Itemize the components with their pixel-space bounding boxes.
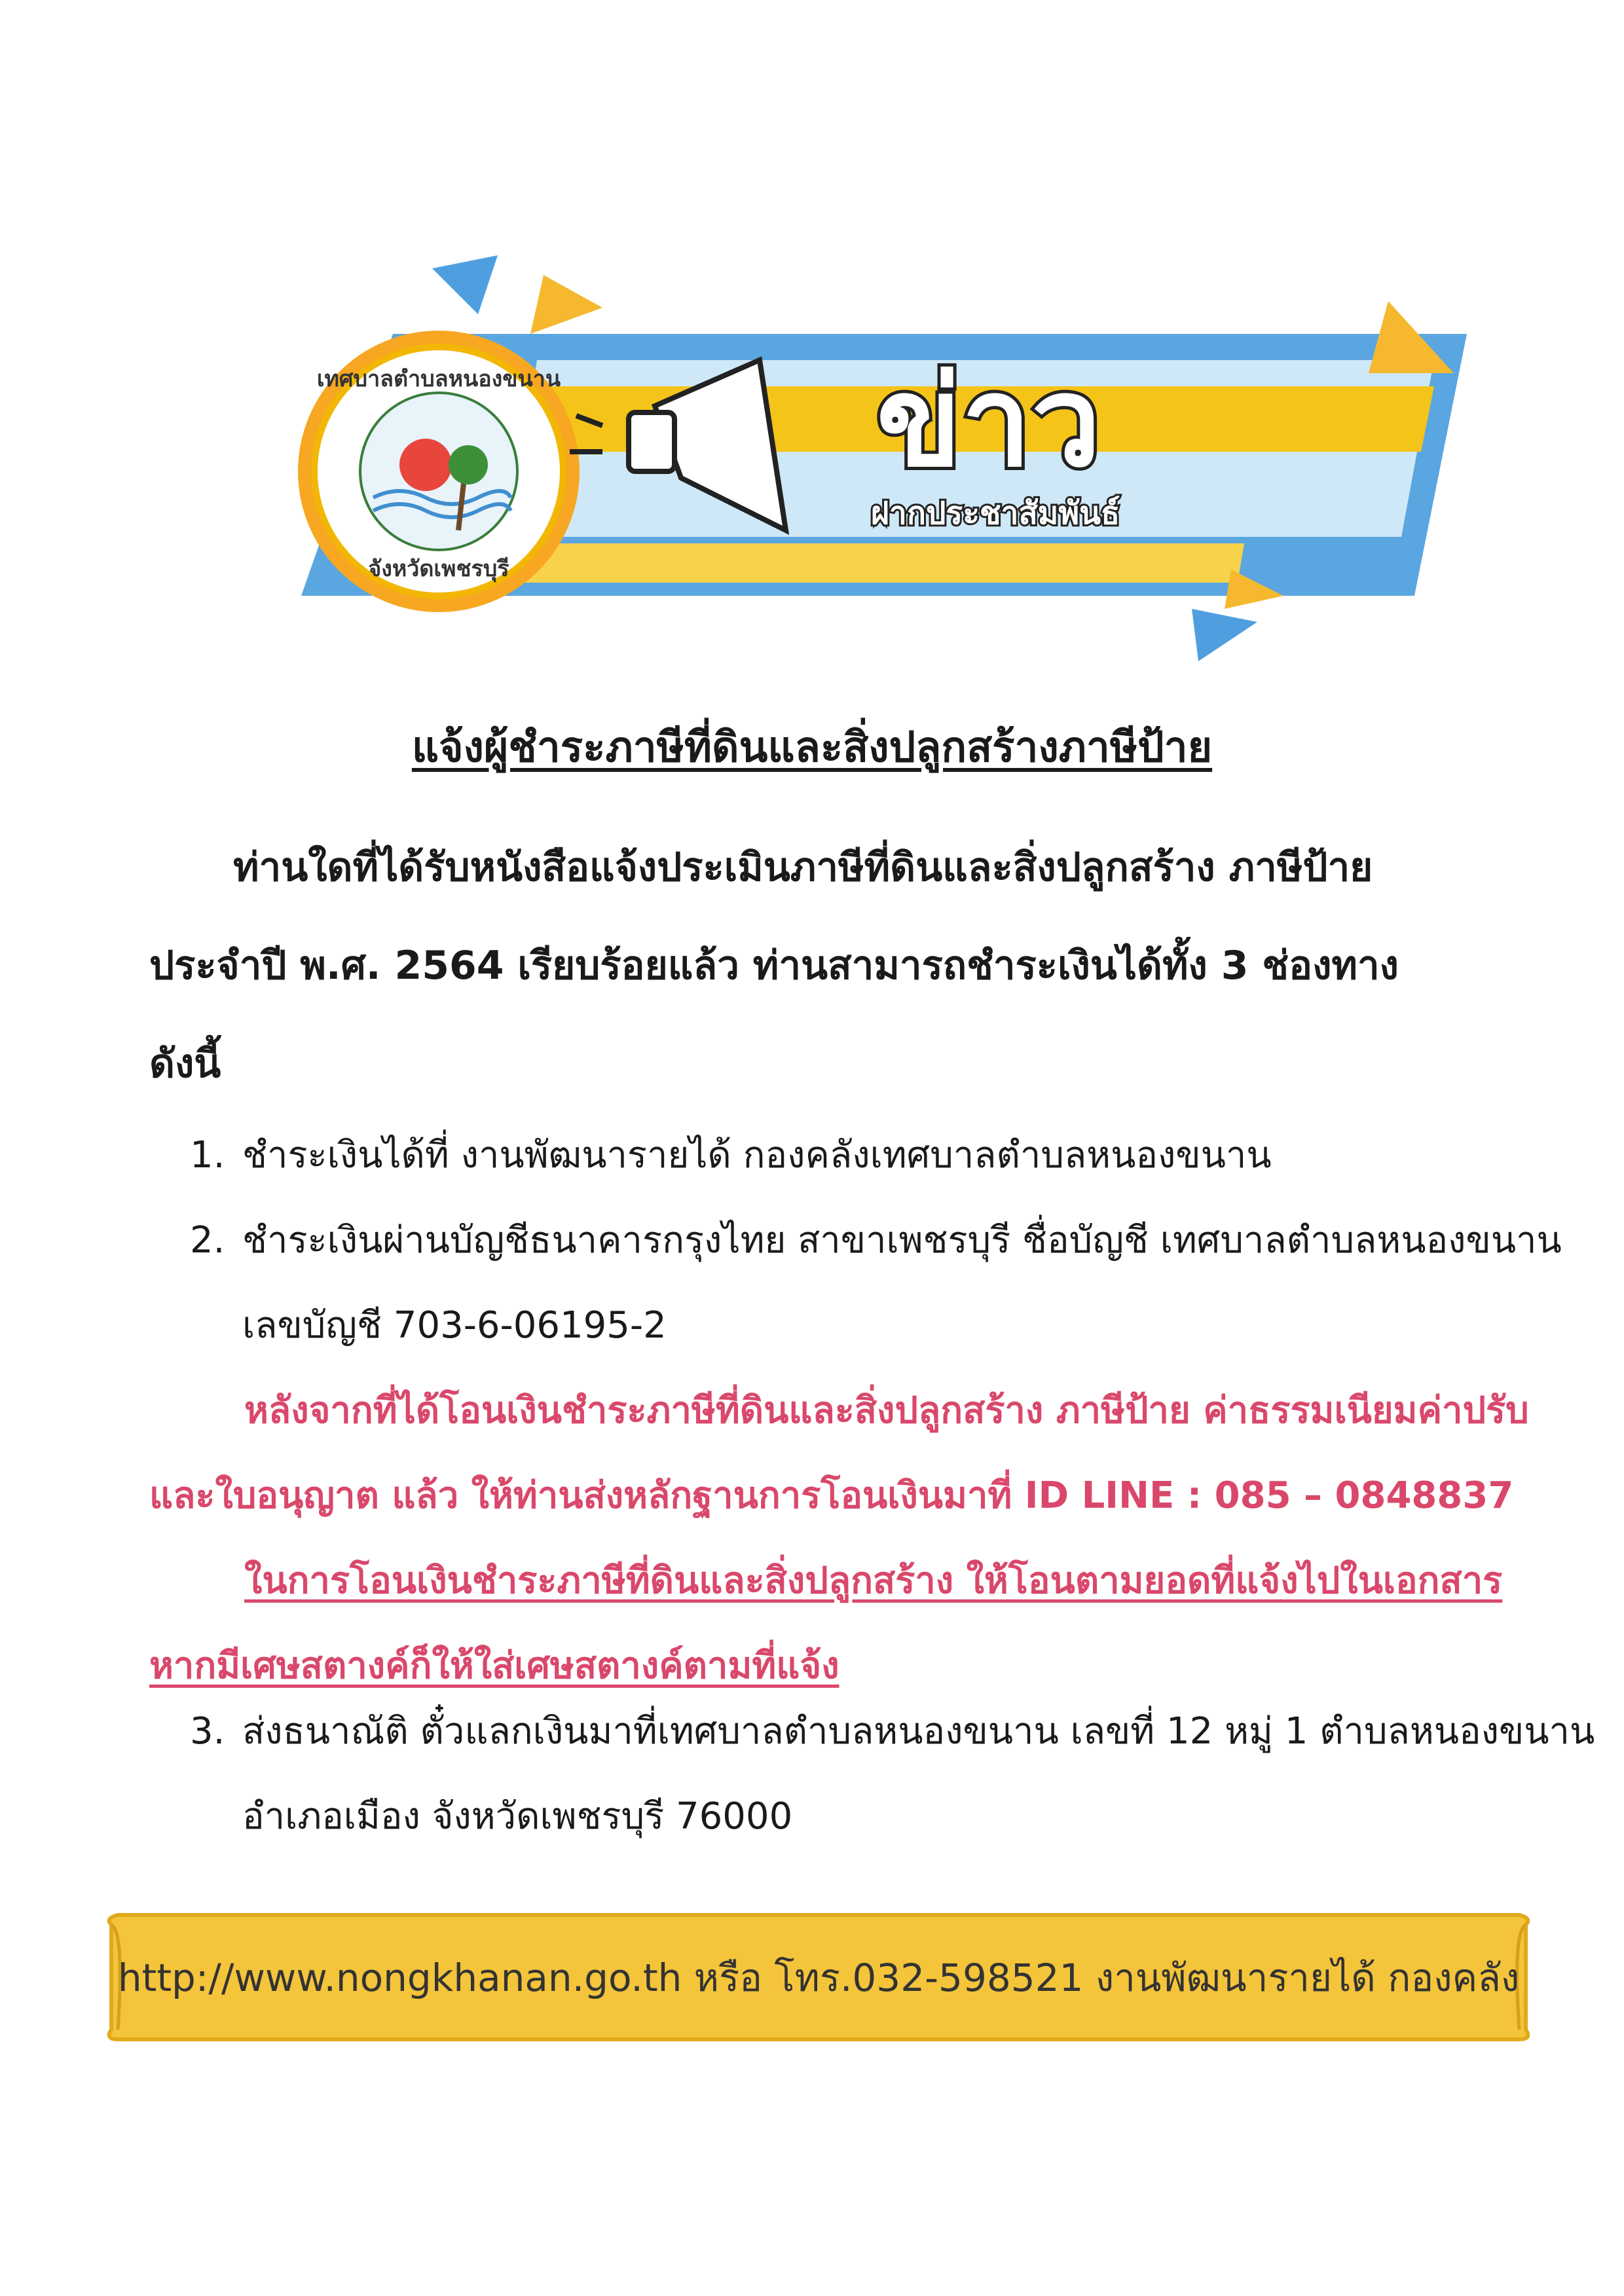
list-item-text-2: เลขบัญชี 703-6-06195-2 — [242, 1304, 667, 1347]
banner-yellow-stripe-lower — [517, 543, 1244, 583]
seal-text-bottom: จังหวัดเพชรบุรี — [368, 556, 509, 582]
transfer-notice-line-2: และใบอนุญาต แล้ว ให้ท่านส่งหลักฐานการโอนเงินมาที่ ID LINE : 085 – 0848837 — [149, 1474, 1514, 1517]
banner-subheadline: ฝากประชาสัมพันธ์ — [870, 495, 1120, 532]
amount-notice-line-2: หากมีเศษสตางค์ก็ให้ใส่เศษสตางค์ตามที่แจ้ง — [149, 1645, 840, 1687]
accent-triangle-top — [432, 255, 498, 314]
municipal-seal — [298, 331, 580, 612]
list-item-text: ชำระเงินได้ที่ งานพัฒนารายได้ กองคลังเทศบาลตำบลหนองขนาน — [242, 1134, 1272, 1176]
footer-contact: http://www.nongkhanan.go.th หรือ โทร.032-598521 งานพัฒนารายได้ กองคลัง — [117, 1955, 1520, 2000]
list-item-number: 1. — [190, 1134, 225, 1176]
amount-notice-line-1: ในการโอนเงินชำระภาษีที่ดินและสิ่งปลูกสร้าง ให้โอนตามยอดที่แจ้งไปในเอกสาร — [244, 1559, 1503, 1602]
list-item-number: 2. — [190, 1219, 225, 1262]
seal-text-top: เทศบาลตำบลหนองขนาน — [316, 366, 561, 392]
news-banner — [262, 255, 1493, 661]
intro-line-3: ดังนี้ — [149, 1041, 221, 1087]
intro-line-2: ประจำปี พ.ศ. 2564 เรียบร้อยแล้ว ท่านสามารถชำระเงินได้ทั้ง 3 ช่องทาง — [149, 943, 1399, 989]
amount-notice — [149, 1539, 1577, 1709]
intro-line-1: ท่านใดที่ได้รับหนังสือแจ้งประเมินภาษีที่ดินและสิ่งปลูกสร้าง ภาษีป้าย — [233, 845, 1373, 890]
page-title: แจ้งผู้ชำระภาษีที่ดินและสิ่งปลูกสร้างภาษีป้าย — [411, 723, 1213, 772]
list-item-text-2: อำเภอเมือง จังหวัดเพชรบุรี 76000 — [242, 1795, 793, 1838]
list-item-text: ชำระเงินผ่านบัญชีธนาคารกรุงไทย สาขาเพชรบุรี ชื่อบัญชี เทศบาลตำบลหนองขนาน — [242, 1219, 1562, 1262]
intro-paragraph — [149, 818, 1590, 1113]
banner-headline: ข่าว — [876, 350, 1101, 494]
transfer-notice — [149, 1368, 1577, 1539]
accent-triangle-bottom — [1192, 609, 1257, 661]
list-item-text: ส่งธนาณัติ ตั๋วแลกเงินมาที่เทศบาลตำบลหนองขนาน เลขที่ 12 หมู่ 1 ตำบลหนองขนาน — [242, 1710, 1595, 1753]
list-item-number: 3. — [190, 1710, 225, 1753]
accent-triangle-top2 — [530, 275, 602, 334]
transfer-notice-line-1: หลังจากที่ได้โอนเงินชำระภาษีที่ดินและสิ่งปลูกสร้าง ภาษีป้าย ค่าธรรมเนียมค่าปรับ — [244, 1389, 1529, 1432]
